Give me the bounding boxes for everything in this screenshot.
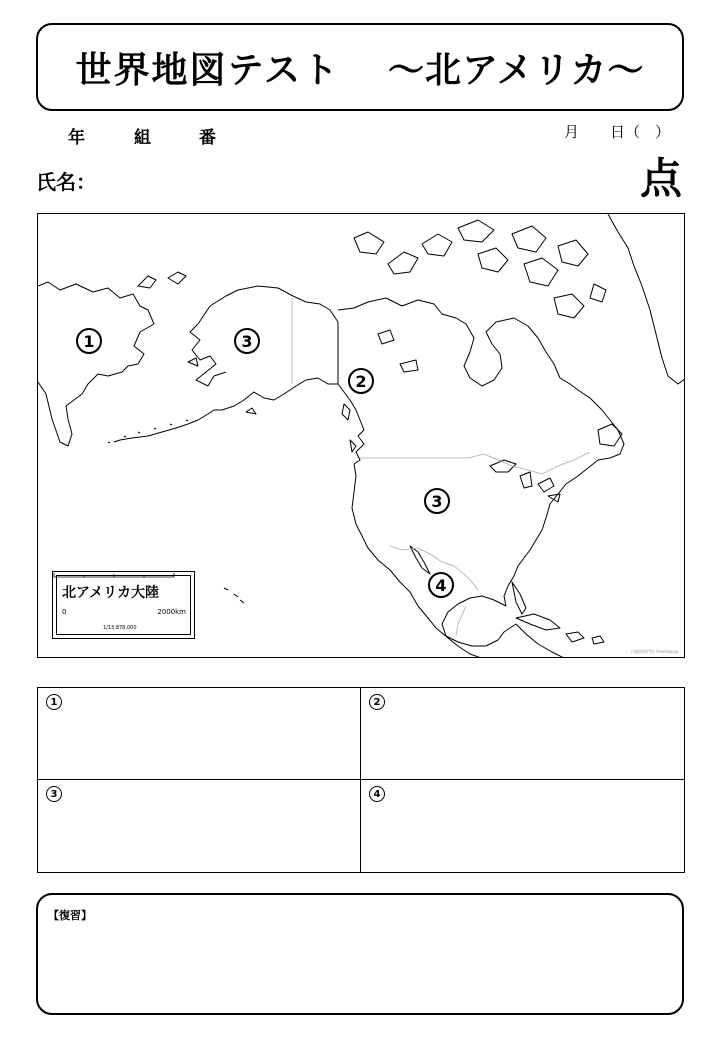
review-box[interactable] — [36, 893, 684, 1015]
answer-number-3: 3 — [46, 786, 62, 802]
answer-number-4: 4 — [369, 786, 385, 802]
answer-cell-4[interactable] — [361, 780, 684, 872]
page-title: 世界地図テスト — [75, 49, 341, 91]
answer-cell-1[interactable] — [38, 688, 361, 780]
day-label: 日（ ） — [610, 123, 671, 141]
scale-ratio: 1/13,878,000 — [103, 625, 137, 631]
answer-cell-2[interactable] — [361, 688, 684, 780]
number-label: 番 — [199, 128, 216, 148]
month-label: 月 — [564, 123, 580, 141]
scale-bar — [53, 572, 175, 578]
scale-end: 2000km — [157, 608, 186, 616]
answer-number-2: 2 — [369, 694, 385, 710]
map-legend — [52, 571, 195, 639]
review-label: 【復習】 — [48, 909, 92, 922]
map-label-2: 2 — [348, 368, 374, 394]
class-label: 組 — [134, 128, 151, 148]
scale-start: 0 — [62, 608, 67, 616]
year-label: 年 — [68, 128, 85, 148]
map-frame — [37, 213, 685, 658]
map-label-1: 1 — [76, 328, 102, 354]
page-subtitle: 〜北アメリカ〜 — [388, 49, 645, 91]
legend-title: 北アメリカ大陸 — [62, 585, 160, 601]
name-label: 氏名： — [36, 170, 96, 194]
score-label: 点 — [639, 154, 682, 203]
map-label-3-usa: 3 — [424, 488, 450, 514]
map-label-3-alaska: 3 — [234, 328, 260, 354]
answer-cell-3[interactable] — [38, 780, 361, 872]
answer-number-1: 1 — [46, 694, 62, 710]
answer-table — [37, 687, 685, 873]
title-box — [36, 23, 684, 111]
map-label-4: 4 — [428, 572, 454, 598]
map-credit: 白地図専門店 freemap.jp — [631, 649, 678, 654]
